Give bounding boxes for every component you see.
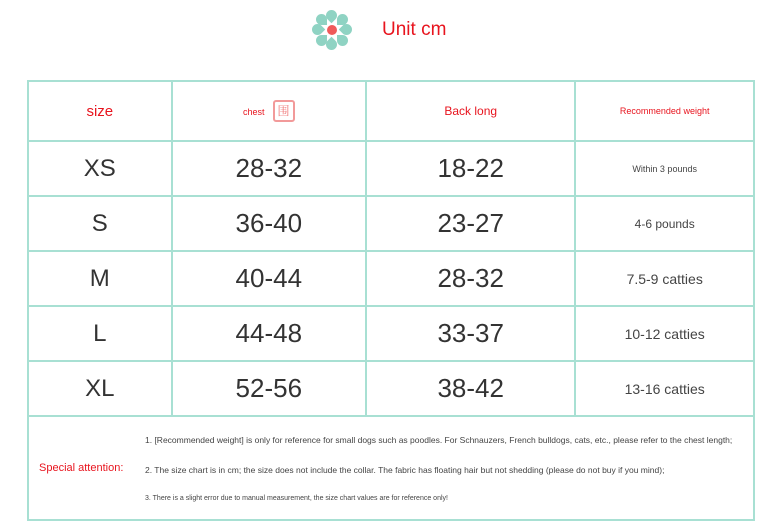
size-cell: L xyxy=(28,306,172,361)
notes-cell xyxy=(28,416,754,520)
back-cell: 28-32 xyxy=(366,251,575,306)
header-chest xyxy=(172,81,366,141)
table-row xyxy=(28,306,754,361)
table-row xyxy=(28,196,754,251)
back-cell: 33-37 xyxy=(366,306,575,361)
header-recommended-weight: Recommended weight xyxy=(575,81,754,141)
weight-cell: 13-16 catties xyxy=(575,361,754,416)
weight-cell: Within 3 pounds xyxy=(575,141,754,196)
back-cell: 38-42 xyxy=(366,361,575,416)
chest-cell: 44-48 xyxy=(172,306,366,361)
title-bar xyxy=(312,10,446,50)
chest-cell: 28-32 xyxy=(172,141,366,196)
notes-row xyxy=(28,416,754,520)
special-attention-label: Special attention: xyxy=(39,462,124,474)
size-cell: XL xyxy=(28,361,172,416)
chest-stamp-icon: 围 xyxy=(273,100,295,122)
weight-cell: 10-12 catties xyxy=(575,306,754,361)
back-cell: 23-27 xyxy=(366,196,575,251)
size-cell: S xyxy=(28,196,172,251)
note-item: 2. The size chart is in cm; the size does not include the collar. The fabric has floating hair but not shedding (please do not buy if you mind); xyxy=(145,464,665,475)
chest-cell: 40-44 xyxy=(172,251,366,306)
weight-cell: 7.5-9 catties xyxy=(575,251,754,306)
size-chart-table xyxy=(27,80,755,521)
chest-cell: 52-56 xyxy=(172,361,366,416)
note-item: 3. There is a slight error due to manual measurement, the size chart values are for reference only! xyxy=(145,494,448,502)
header-row xyxy=(28,81,754,141)
back-cell: 18-22 xyxy=(366,141,575,196)
note-item: 1. [Recommended weight] is only for reference for small dogs such as poodles. For Schnauzers, French bulldogs, cats, etc., please refer to the chest length; xyxy=(145,434,733,445)
header-chest-label: chest xyxy=(243,107,265,118)
flower-icon xyxy=(312,10,352,50)
table-row xyxy=(28,141,754,196)
header-size: size xyxy=(28,81,172,141)
unit-label: Unit cm xyxy=(382,19,447,40)
weight-cell: 4-6 pounds xyxy=(575,196,754,251)
chest-cell: 36-40 xyxy=(172,196,366,251)
size-cell: XS xyxy=(28,141,172,196)
header-back-long: Back long xyxy=(366,81,575,141)
size-cell: M xyxy=(28,251,172,306)
table-row xyxy=(28,361,754,416)
table-row xyxy=(28,251,754,306)
